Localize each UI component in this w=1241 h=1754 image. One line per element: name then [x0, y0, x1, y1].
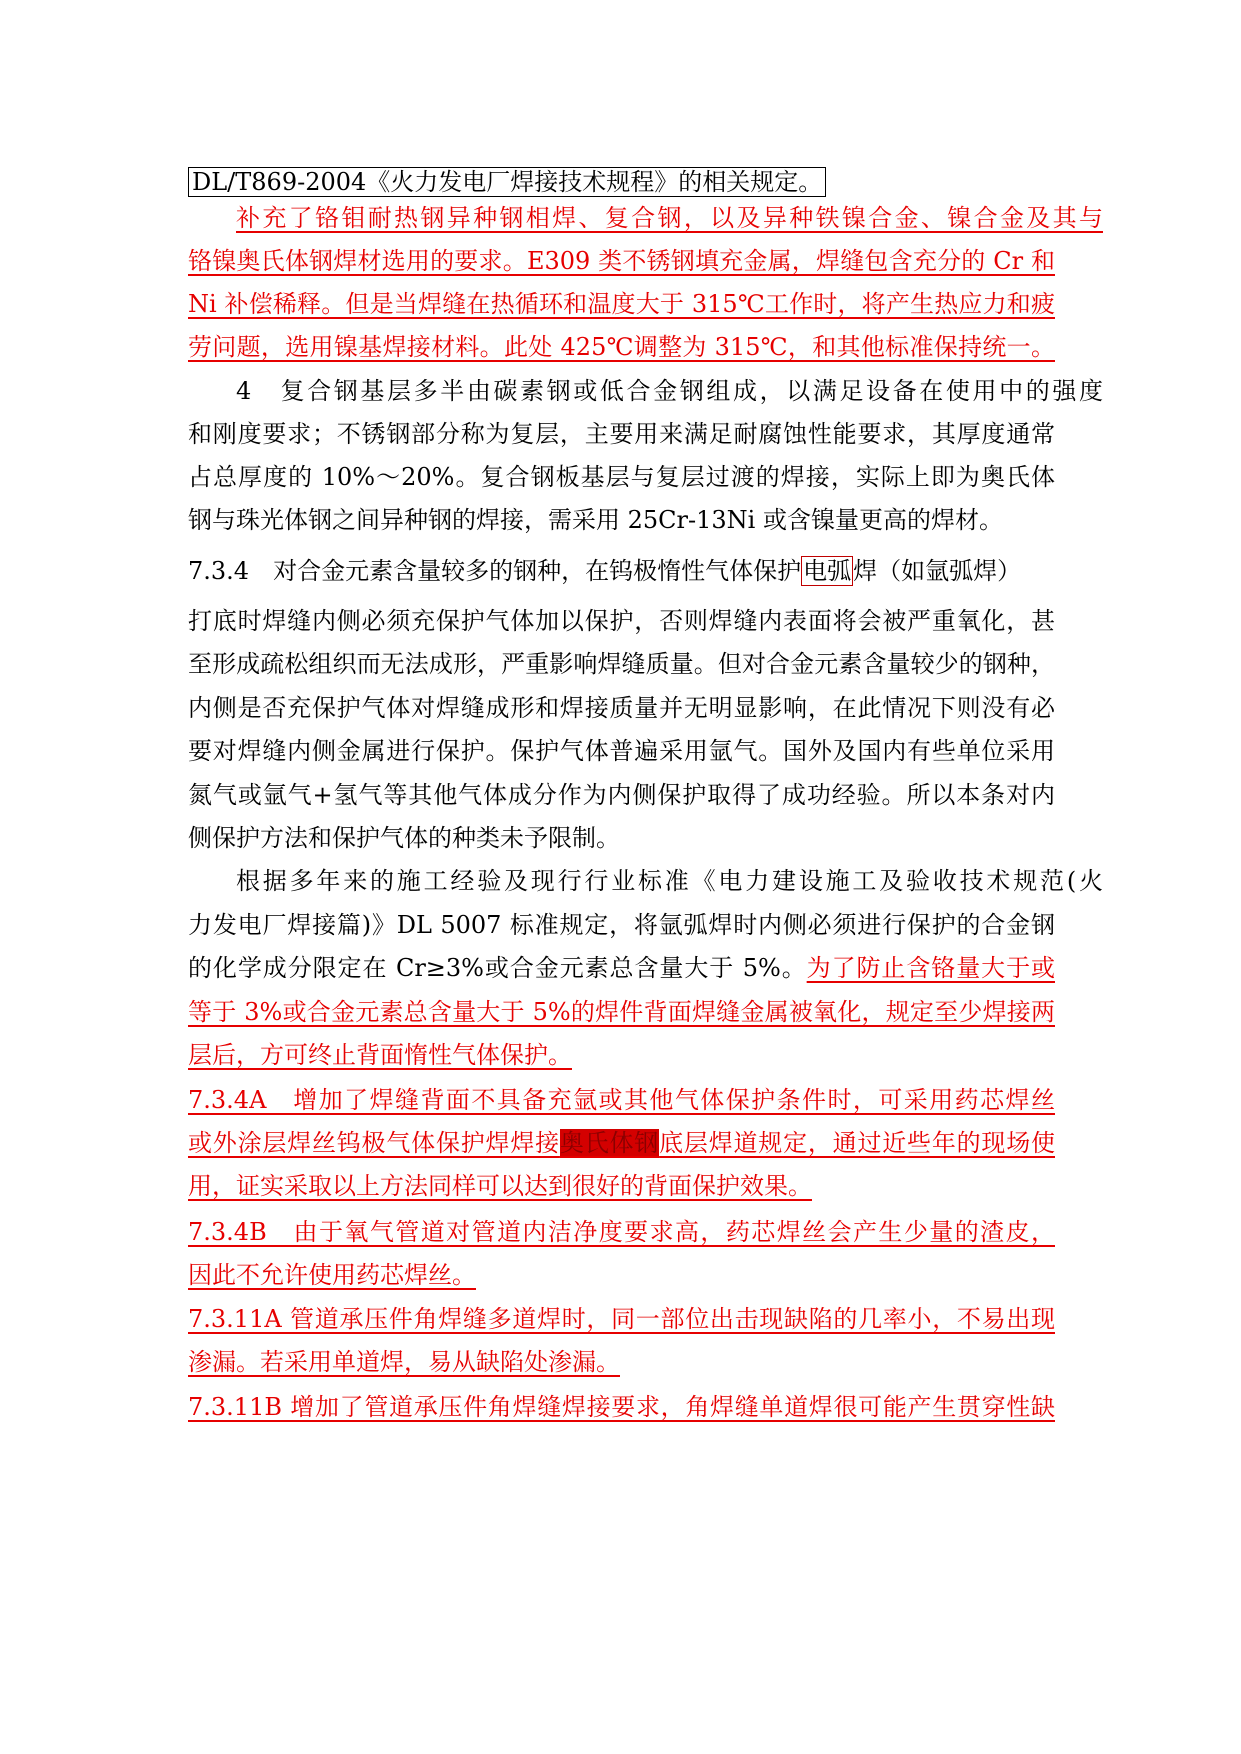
text-line: 内侧是否充保护气体对焊缝成形和焊接质量并无明显影响，在此情况下则没有必 — [188, 694, 1055, 722]
boxed-term: 电弧 — [803, 557, 852, 585]
revision-line: 用，证实采取以上方法同样可以达到很好的背面保护效果。 — [188, 1172, 812, 1200]
revision-line: 7.3.11A 管道承压件角焊缝多道焊时，同一部位出击现缺陷的几率小，不易出现 — [188, 1305, 1055, 1333]
revision-line: 因此不允许使用药芯焊丝。 — [188, 1261, 476, 1289]
revision-line: 渗漏。若采用单道焊，易从缺陷处渗漏。 — [188, 1348, 620, 1376]
text-line: 7.3.4 对合金元素含量较多的钢种，在钨极惰性气体保护电弧焊（如氩弧焊） — [188, 557, 1022, 585]
text-line: 钢与珠光体钢之间异种钢的焊接，需采用 25Cr-13Ni 或含镍量更高的焊材。 — [188, 506, 1003, 534]
revision-line: 铬镍奥氏体钢焊材选用的要求。E309 类不锈钢填充金属，焊缝包含充分的 Cr 和 — [188, 247, 1055, 275]
revision-line: 7.3.4B 由于氧气管道对管道内洁净度要求高，药芯焊丝会产生少量的渣皮， — [188, 1218, 1055, 1246]
text-line: 根据多年来的施工经验及现行行业标准《电力建设施工及验收技术规范(火 — [236, 867, 1103, 895]
highlighted-term: 奥氏体钢 — [559, 1129, 660, 1157]
boxed-reference: DL/T869-2004《火力发电厂焊接技术规程》的相关规定。 — [188, 167, 826, 197]
revision-line: 劳问题，选用镍基焊接材料。此处 425℃调整为 315℃，和其他标准保持统一。 — [188, 333, 1055, 361]
revision-line: 7.3.4A 增加了焊缝背面不具备充氩或其他气体保护条件时，可采用药芯焊丝 — [188, 1086, 1055, 1114]
text-line: 和刚度要求；不锈钢部分称为复层，主要用来满足耐腐蚀性能要求，其厚度通常 — [188, 420, 1055, 448]
revision-line: 或外涂层焊丝钨极气体保护焊焊接奥氏体钢底层焊道规定，通过近些年的现场使 — [188, 1129, 1055, 1157]
revision-line: 补充了铬钼耐热钢异种钢相焊、复合钢，以及异种铁镍合金、镍合金及其与 — [236, 204, 1103, 232]
text-line: 要对焊缝内侧金属进行保护。保护气体普遍采用氩气。国外及国内有些单位采用 — [188, 737, 1055, 765]
text-line: 至形成疏松组织而无法成形，严重影响焊缝质量。但对合金元素含量较少的钢种， — [188, 650, 1055, 678]
text-line: 占总厚度的 10%～20%。复合钢板基层与复层过渡的焊接，实际上即为奥氏体 — [188, 463, 1055, 491]
text-line: 4 复合钢基层多半由碳素钢或低合金钢组成，以满足设备在使用中的强度 — [236, 377, 1103, 405]
revision-line: 等于 3%或合金元素总含量大于 5%的焊件背面焊缝金属被氧化，规定至少焊接两 — [188, 998, 1055, 1026]
revision-line: 7.3.11B 增加了管道承压件角焊缝焊接要求，角焊缝单道焊很可能产生贯穿性缺 — [188, 1393, 1055, 1421]
revision-line: 层后，方可终止背面惰性气体保护。 — [188, 1041, 572, 1069]
text-line: 侧保护方法和保护气体的种类未予限制。 — [188, 824, 620, 852]
text-line: 的化学成分限定在 Cr≥3%或合金元素总含量大于 5%。为了防止含铬量大于或 — [188, 954, 1055, 982]
text-line: 力发电厂焊接篇)》DL 5007 标准规定，将氩弧焊时内侧必须进行保护的合金钢 — [188, 911, 1055, 939]
revision-line: Ni 补偿稀释。但是当焊缝在热循环和温度大于 315℃工作时，将产生热应力和疲 — [188, 290, 1055, 318]
text-line: 打底时焊缝内侧必须充保护气体加以保护，否则焊缝内表面将会被严重氧化，甚 — [188, 607, 1055, 635]
text-line: 氮气或氩气+氢气等其他气体成分作为内侧保护取得了成功经验。所以本条对内 — [188, 781, 1055, 809]
